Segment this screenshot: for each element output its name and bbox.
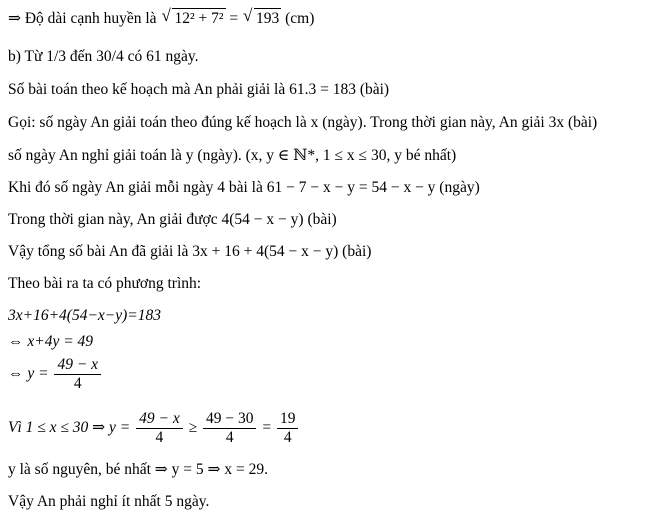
equation-4: Vì 1 ≤ x ≤ 30 ⇒ y = $\frac{49 - x}{4}$ ≥ $\frac{49 - 30}{4}$ = $\frac{19}{4}$ — [8, 410, 300, 447]
sqrt-expression: √ 12² + 7² — [162, 8, 225, 29]
hypotenuse-line: ⇒ Độ dài cạnh huyền là √ 12² + 7² = √ 193 (cm) — [8, 8, 314, 29]
days-4-problems-line: Khi đó số ngày An giải mỗi ngày 4 bài là 61 − 7 − x − y = 54 − x − y (ngày) — [8, 179, 480, 196]
equation-3: ⇔ y = $\frac{49 - x}{4}$ — [8, 356, 103, 393]
fraction-1: $\frac{49 - x}{4}$ — [136, 410, 183, 447]
equation-2: ⇔ x+4y = 49 — [8, 333, 94, 350]
total-line: Vậy tổng số bài An đã giải là 3x + 16 + 4(54 − x − y) (bài) — [8, 243, 372, 260]
fraction-3: $\frac{19}{4}$ — [277, 410, 299, 447]
hypotenuse-text: ⇒ Độ dài cạnh huyền là — [8, 10, 157, 27]
let-x-line: Gọi: số ngày An giải toán theo đúng kế hoạch là x (ngày). Trong thời gian này, An giải 3x (bài) — [8, 114, 598, 131]
final-answer-line: Vậy An phải nghỉ ít nhất 5 ngày. — [8, 493, 210, 510]
fraction-2: $\frac{49 - 30}{4}$ — [203, 410, 257, 447]
planned-problems-line: Số bài toán theo kế hoạch mà An phải giải là 61.3 = 183 (bài) — [8, 81, 390, 98]
conclusion-line: y là số nguyên, bé nhất ⇒ y = 5 ⇒ x = 29. — [8, 461, 268, 478]
equation-1: 3x+16+4(54−x−y)=183 — [8, 307, 162, 324]
sqrt-result: √ 193 — [244, 8, 281, 29]
fraction: $\frac{49 - x}{4}$ — [54, 356, 101, 393]
solved-line: Trong thời gian này, An giải được 4(54 − x − y) (bài) — [8, 211, 337, 228]
equation-intro: Theo bài ra ta có phương trình: — [8, 275, 202, 292]
part-b-line: b) Từ 1/3 đến 30/4 có 61 ngày. — [8, 48, 199, 65]
let-y-line: số ngày An nghỉ giải toán là y (ngày). (x, y ∈ ℕ*, 1 ≤ x ≤ 30, y bé nhất) — [8, 147, 457, 164]
